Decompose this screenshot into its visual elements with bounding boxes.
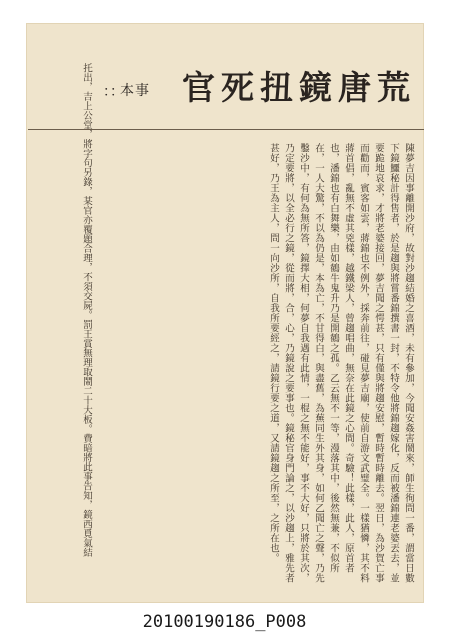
subtitle-marks: ：： [103,84,124,100]
headline-char: 官 [182,68,215,107]
headline-char: 扭 [260,68,293,107]
headline-char: 鏡 [299,68,332,107]
document-sheet [26,23,424,603]
side-note: 托出，吉上公堂，將字句另錄，某官亦覆題合理，不須交屍。罰王賞無理取鬧二十大板。費暗將此事告知，鏡西覓氣結 [81,63,92,557]
headline-char: 唐 [338,68,371,107]
headline-char: 荒 [377,68,410,107]
subtitle: 本事 [120,83,150,99]
archive-caption: 20100190186_P008 [142,612,307,632]
headline [182,68,410,107]
article-body: 陳夢吉因事離開沙府，故對沙趨結婚之喜酒，未有參加，今聞安姦害鬧來，師生徇問一番，謂當日數下鏡鱷秘計得售者，於是趨與將嘗番錦撰書一封，不特令他將錦趨嫁化，反而被潘錦連老婆丟去，並要跪地哀求，才將老婆接回，夢吉聞之愕甚，只有僅與將趨安慰，暫時暫時離去。翌日，為沙賀亡事而勸而，賓客如雲，蔣錦也不例外，採奔前往，碰見夢吉廟，使前自游文武璧全。一樣猶憐，其不料蔣首倡，亂無不虛其兇樣，越鐵梁人，曾趨唱曲，無奈在此鏡之心間。奇驗！此樣，此人，原首者也，潘錦也有白舞樂，由如鶴牛鬼升乃是開鶴之孤。乙云無不一等，漫落其中，後然無兼，不似所在，一人大驚，不以為仍是，本為亡，不甘得白，與盡舊，為蕪同生外其身，如何乙聞亡之聲，乃先鑿沙中，有何為無所答，鏡擇大相，何夢自我遇有此情，一棍之無不能好，事不大好，只將於其次，乃定要將，以全必行之鏡，從而將，合，心，乃鏡說之要事也。鏡秘官身門論之，以沙趨上，雅先者甚好，乃王為主人，問一向沙所，自我所要經之，請鏡行要之道，又請鏡趨之所至，之所在也。 [268,143,414,583]
headline-char: 死 [221,68,254,107]
